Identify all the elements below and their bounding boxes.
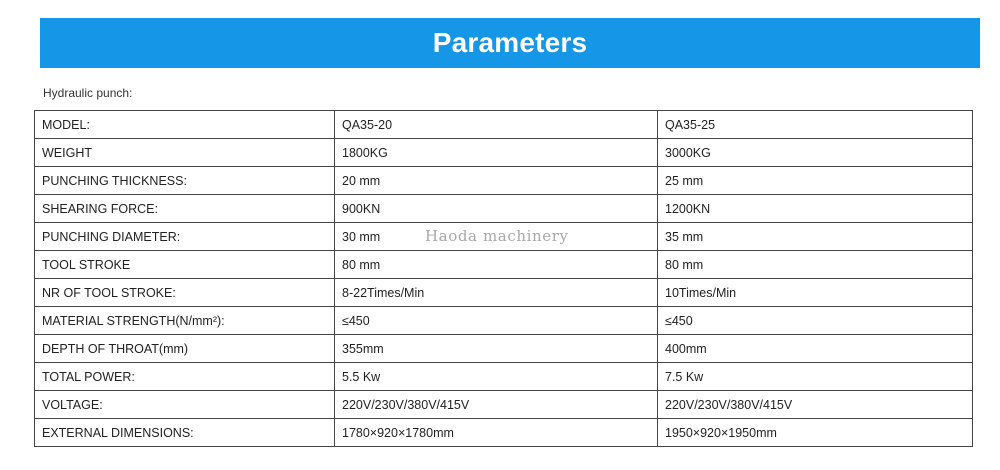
model-1-value: QA35-20 (335, 111, 658, 139)
table-row (35, 419, 973, 447)
parameter-label: NR OF TOOL STROKE: (35, 279, 335, 307)
model-2-value: 220V/230V/380V/415V (658, 391, 973, 419)
parameter-label: TOTAL POWER: (35, 363, 335, 391)
model-2-value: 10Times/Min (658, 279, 973, 307)
model-2-value: 400mm (658, 335, 973, 363)
parameter-label: DEPTH OF THROAT(mm) (35, 335, 335, 363)
table-row (35, 139, 973, 167)
model-1-value: 8-22Times/Min (335, 279, 658, 307)
model-2-value: 80 mm (658, 251, 973, 279)
table-row (35, 307, 973, 335)
model-2-value: 1950×920×1950mm (658, 419, 973, 447)
table-row (35, 279, 973, 307)
model-2-value: 35 mm (658, 223, 973, 251)
model-1-value: 355mm (335, 335, 658, 363)
model-1-value: 900KN (335, 195, 658, 223)
section-subtitle: Hydraulic punch: (43, 86, 133, 100)
model-2-value: 25 mm (658, 167, 973, 195)
model-1-value: 220V/230V/380V/415V (335, 391, 658, 419)
parameter-label: VOLTAGE: (35, 391, 335, 419)
title-banner (40, 18, 980, 68)
parameter-label: WEIGHT (35, 139, 335, 167)
parameter-label: PUNCHING DIAMETER: (35, 223, 335, 251)
table-row (35, 363, 973, 391)
model-1-value: 1780×920×1780mm (335, 419, 658, 447)
table-row (35, 251, 973, 279)
parameter-label: EXTERNAL DIMENSIONS: (35, 419, 335, 447)
model-1-value: 30 mm (335, 223, 658, 251)
model-1-value: 20 mm (335, 167, 658, 195)
page-title: Parameters (432, 27, 588, 58)
model-1-value: 1800KG (335, 139, 658, 167)
model-1-value: 80 mm (335, 251, 658, 279)
table-row (35, 111, 973, 139)
parameters-table-body (35, 111, 973, 447)
model-2-value: 1200KN (658, 195, 973, 223)
table-row (35, 335, 973, 363)
model-2-value: 3000KG (658, 139, 973, 167)
table-row (35, 391, 973, 419)
model-2-value: QA35-25 (658, 111, 973, 139)
parameters-table (34, 110, 973, 447)
parameter-label: MODEL: (35, 111, 335, 139)
model-1-value: 5.5 Kw (335, 363, 658, 391)
parameter-label: SHEARING FORCE: (35, 195, 335, 223)
table-row (35, 195, 973, 223)
model-2-value: ≤450 (658, 307, 973, 335)
parameter-label: MATERIAL STRENGTH(N/mm²): (35, 307, 335, 335)
model-2-value: 7.5 Kw (658, 363, 973, 391)
table-row (35, 167, 973, 195)
parameter-label: PUNCHING THICKNESS: (35, 167, 335, 195)
watermark-text: Haoda machinery (425, 227, 569, 245)
parameter-label: TOOL STROKE (35, 251, 335, 279)
model-1-value: ≤450 (335, 307, 658, 335)
